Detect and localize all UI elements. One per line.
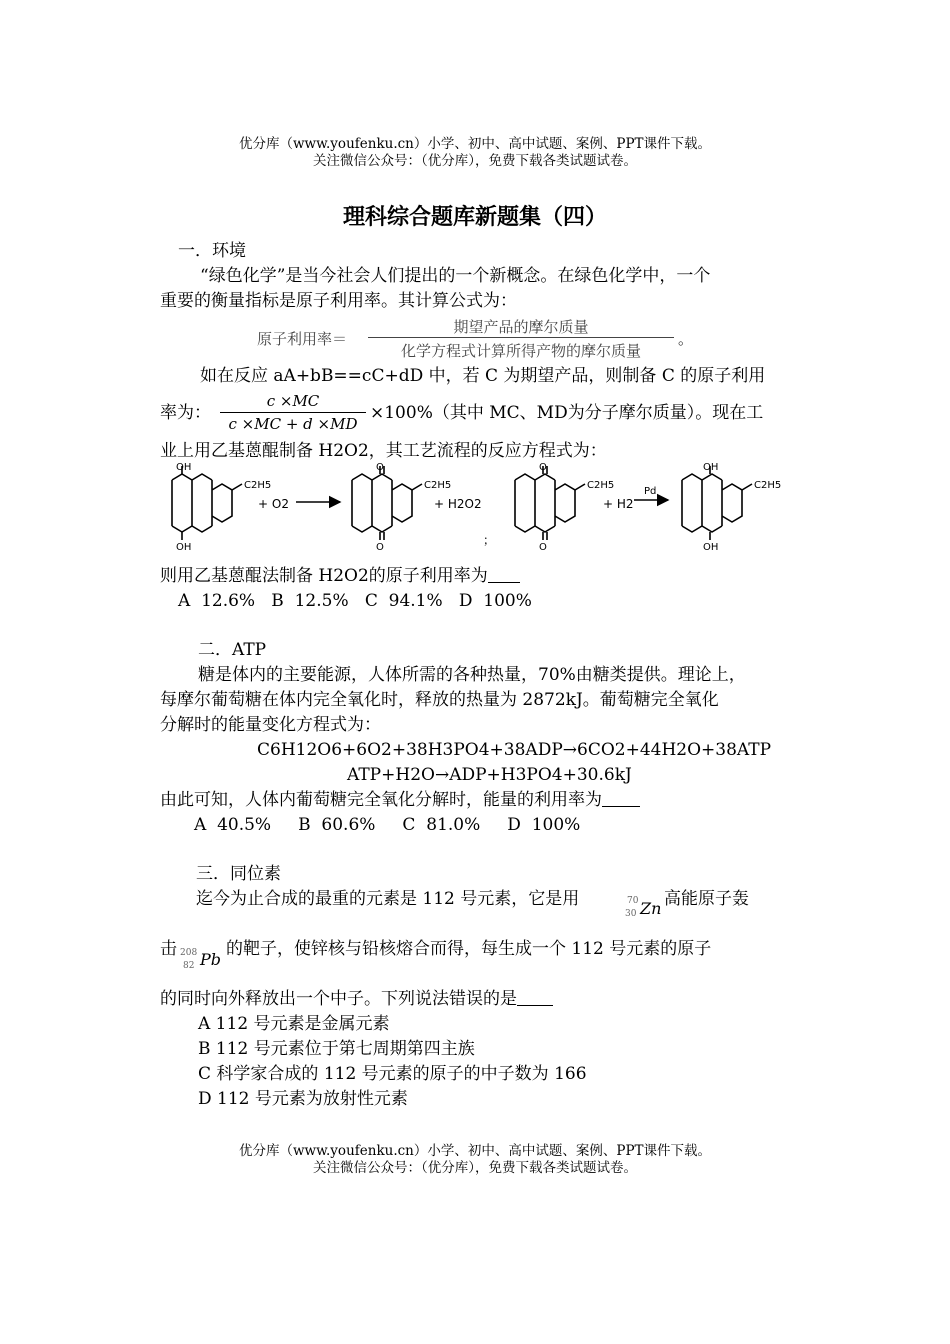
pd-catalyst: Pd xyxy=(644,486,657,497)
semicolon: ； xyxy=(483,533,496,547)
q2-paragraph-line3: 分解时的能量变化方程式为： xyxy=(160,715,381,735)
q3-question: 的同时向外释放出一个中子。下列说法错误的是 xyxy=(160,987,553,1011)
plus-h2o2: + H2O2 xyxy=(434,497,482,511)
answer-blank[interactable] xyxy=(517,989,553,1006)
pb-symbol: Pb xyxy=(200,950,222,969)
header-line-1: 优分库（www.youfenku.cn）小学、初中、高中试题、案例、PPT课件下载。 xyxy=(238,136,712,152)
o-label: O xyxy=(539,542,547,550)
q1-options: A 12.6% B 12.5% C 94.1% D 100% xyxy=(178,591,532,611)
zn-symbol: Zn xyxy=(640,899,662,918)
footer-line-2: 关注微信公众号：（优分库），免费下载各类试题试卷。 xyxy=(313,1160,637,1176)
q3-option-b: B 112 号元素位于第七周期第四主族 xyxy=(198,1039,475,1059)
formula-denominator: 化学方程式计算所得产物的摩尔质量 xyxy=(400,342,641,360)
ethyl-label: C2H5 xyxy=(424,480,452,491)
q1-paragraph-line2: 重要的衡量指标是原子利用率。其计算公式为： xyxy=(160,291,517,311)
q1-paragraph2-prefix: 率为： xyxy=(160,403,211,423)
pb-mass-number: 208 xyxy=(180,948,198,958)
answer-blank[interactable] xyxy=(488,566,520,583)
plus-h2: + H2 xyxy=(603,497,634,511)
zn-mass-number: 70 xyxy=(627,896,639,906)
header-line-2: 关注微信公众号：（优分库），免费下载各类试题试卷。 xyxy=(313,153,637,169)
o-label: O xyxy=(539,462,547,473)
formula-bar xyxy=(368,337,674,338)
q3-paragraph-line1: 迄今为止合成的最重的元素是 112 号元素，它是用 xyxy=(196,889,580,909)
q3-option-d: D 112 号元素为放射性元素 xyxy=(198,1089,408,1109)
formula-left: 原子利用率＝ xyxy=(257,330,348,348)
q2-equation-2: ATP+H2O→ADP+H3PO4+30.6kJ xyxy=(347,765,632,785)
formula-end: 。 xyxy=(678,330,694,348)
q1-paragraph2-line1: 如在反应 aA+bB==cC+dD 中，若 C 为期望产品，则制备 C 的原子利用 xyxy=(200,366,766,386)
q3-paragraph-line2: 的靶子，使锌核与铅核熔合而得，每生成一个 112 号元素的原子 xyxy=(226,939,712,959)
reaction-scheme xyxy=(150,458,810,550)
q2-heading: 二．ATP xyxy=(198,640,267,660)
q3-heading: 三．同位素 xyxy=(196,864,281,884)
rate-numerator: c ×MC xyxy=(266,392,320,410)
q1-paragraph2-suffix: ×100%（其中 MC、MD为分子摩尔质量）。现在工 xyxy=(370,403,764,423)
ethyl-label: C2H5 xyxy=(587,480,615,491)
answer-blank[interactable] xyxy=(602,790,640,807)
q3-option-c: C 科学家合成的 112 号元素的原子的中子数为 166 xyxy=(198,1064,587,1084)
page-title: 理科综合题库新题集（四） xyxy=(342,204,607,230)
oh-label: OH xyxy=(176,542,192,550)
q1-paragraph-line1: “绿色化学”是当今社会人们提出的一个新概念。在绿色化学中，一个 xyxy=(200,266,711,286)
q1-paragraph3: 业上用乙基蒽醌制备 H2O2，其工艺流程的反应方程式为： xyxy=(160,441,607,461)
formula-numerator: 期望产品的摩尔质量 xyxy=(453,318,589,336)
oh-label: OH xyxy=(176,462,192,473)
plus-o2: + O2 xyxy=(258,497,289,511)
rate-denominator: c ×MC + d ×MD xyxy=(228,415,358,433)
rate-bar xyxy=(220,412,366,413)
q2-options: A 40.5% B 60.6% C 81.0% D 100% xyxy=(194,815,581,835)
pb-atomic-number: 82 xyxy=(183,961,195,971)
ethyl-label: C2H5 xyxy=(754,480,782,491)
q2-paragraph-line1: 糖是体内的主要能源，人体所需的各种热量，70%由糖类提供。理论上， xyxy=(198,665,746,685)
q2-equation-1: C6H12O6+6O2+38H3PO4+38ADP→6CO2+44H2O+38ATP xyxy=(257,740,772,760)
q1-heading: 一．环境 xyxy=(178,241,246,261)
zn-atomic-number: 30 xyxy=(625,909,637,919)
footer-line-1: 优分库（www.youfenku.cn）小学、初中、高中试题、案例、PPT课件下载。 xyxy=(238,1143,712,1159)
q3-paragraph-line2-start: 击 xyxy=(160,939,177,959)
o-label: O xyxy=(376,462,384,473)
ethyl-label: C2H5 xyxy=(244,480,272,491)
q1-question: 则用乙基蒽醌法制备 H2O2的原子利用率为 xyxy=(160,564,520,588)
o-label: O xyxy=(376,542,384,550)
q3-option-a: A 112 号元素是金属元素 xyxy=(198,1014,390,1034)
q3-paragraph-line1-end: 高能原子轰 xyxy=(664,889,749,909)
oh-label: OH xyxy=(703,462,719,473)
q2-question: 由此可知，人体内葡萄糖完全氧化分解时，能量的利用率为 xyxy=(160,788,640,812)
q2-paragraph-line2: 每摩尔葡萄糖在体内完全氧化时，释放的热量为 2872kJ。葡萄糖完全氧化 xyxy=(160,690,719,710)
oh-label: OH xyxy=(703,542,719,550)
